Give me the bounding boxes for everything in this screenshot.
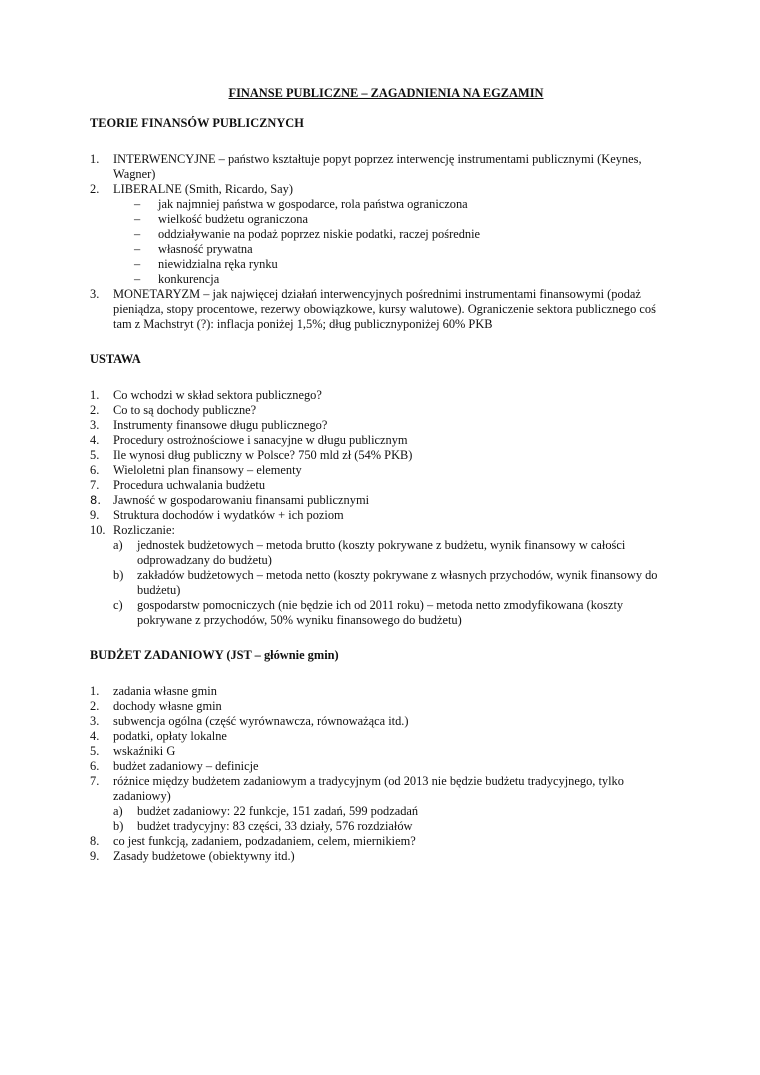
theories-list: [90, 152, 670, 332]
item-number: 1.: [90, 388, 100, 402]
item-text: zakładów budżetowych – metoda netto (koszty pokrywane z własnych przychodów, wynik finansowy do budżetu): [137, 568, 658, 597]
list-item: [90, 493, 670, 508]
list-item: [90, 388, 670, 403]
dash-bullet: –: [134, 212, 141, 226]
item-number: 8.: [90, 493, 101, 507]
item-number: 9.: [90, 849, 100, 863]
act-list: [90, 388, 670, 628]
item-letter: a): [113, 804, 123, 818]
sub-list-item: [90, 538, 670, 568]
item-text: Ile wynosi dług publiczny w Polsce? 750 mld zł (54% PKB): [113, 448, 413, 462]
item-text: MONETARYZM – jak najwięcej działań interwencyjnych pośrednimi instrumentami finansowymi (podaż pieniądza, stopy procentowe, rezerwy obowiązkowe, kursy walutowe). Ograniczenie sektora publicznego coś tam z Machstryt (?): inflacja poniżej 1,5%; dług publicznyponiżej 60% PKB: [113, 287, 656, 331]
item-text: jednostek budżetowych – metoda brutto (koszty pokrywane z budżetu, wynik finansowy w całości odprowadzany do budżetu): [137, 538, 626, 567]
list-item: [90, 744, 670, 759]
item-number: 1.: [90, 684, 100, 698]
section-heading-task-budget: BUDŻET ZADANIOWY (JST – głównie gmin): [90, 648, 339, 662]
sub-list-item: [90, 804, 670, 819]
item-letter: a): [113, 538, 123, 552]
item-text: budżet zadaniowy – definicje: [113, 759, 259, 773]
item-text: gospodarstw pomocniczych (nie będzie ich od 2011 roku) – metoda netto zmodyfikowana (koszty pokrywane z przychodów, 50% wyniku finansowego do budżetu): [137, 598, 624, 627]
list-item: [90, 759, 670, 774]
sub-list-item: [90, 197, 670, 212]
item-text: budżet zadaniowy: 22 funkcje, 151 zadań, 599 podzadań: [137, 804, 419, 818]
item-text: jak najmniej państwa w gospodarce, rola państwa ograniczona: [158, 197, 468, 211]
item-number: 2.: [90, 403, 100, 417]
item-number: 6.: [90, 463, 100, 477]
list-item: [90, 287, 670, 332]
item-text: niewidzialna ręka rynku: [158, 257, 278, 271]
item-number: 4.: [90, 729, 100, 743]
item-text: co jest funkcją, zadaniem, podzadaniem, celem, miernikiem?: [113, 834, 416, 848]
item-text: INTERWENCYJNE – państwo kształtuje popyt poprzez interwencję instrumentami publicznymi (Keynes, Wagner): [113, 152, 642, 181]
item-text: LIBERALNE (Smith, Ricardo, Say): [113, 182, 293, 196]
list-item: [90, 433, 670, 448]
list-item: [90, 699, 670, 714]
sub-list-item: [90, 242, 670, 257]
item-number: 3.: [90, 418, 100, 432]
list-item: [90, 418, 670, 433]
item-text: dochody własne gmin: [113, 699, 222, 713]
item-text: budżet tradycyjny: 83 części, 33 działy, 576 rozdziałów: [137, 819, 413, 833]
item-number: 9.: [90, 508, 100, 522]
item-text: wielkość budżetu ograniczona: [158, 212, 309, 226]
page-title: FINANSE PUBLICZNE – ZAGADNIENIA NA EGZAMIN: [228, 86, 544, 100]
sub-list-item: [90, 598, 670, 628]
item-text: własność prywatna: [158, 242, 253, 256]
item-text: Instrumenty finansowe długu publicznego?: [113, 418, 328, 432]
sub-list-item: [90, 272, 670, 287]
item-text: Rozliczanie:: [113, 523, 175, 537]
item-number: 3.: [90, 714, 100, 728]
sub-list-item: [90, 212, 670, 227]
item-text: konkurencja: [158, 272, 220, 286]
item-number: 5.: [90, 448, 100, 462]
sub-list-item: [90, 819, 670, 834]
item-text: Jawność w gospodarowaniu finansami publicznymi: [113, 493, 370, 507]
item-number: 1.: [90, 152, 100, 166]
sub-list-item: [90, 568, 670, 598]
item-number: 7.: [90, 478, 100, 492]
item-number: 2.: [90, 699, 100, 713]
sub-list-item: [90, 257, 670, 272]
dash-bullet: –: [134, 272, 141, 286]
item-text: Struktura dochodów i wydatków + ich poziom: [113, 508, 344, 522]
list-item: [90, 403, 670, 418]
sub-list-item: [90, 227, 670, 242]
item-text: Wieloletni plan finansowy – elementy: [113, 463, 302, 477]
list-item: [90, 774, 670, 804]
list-item: [90, 182, 670, 197]
item-text: różnice między budżetem zadaniowym a tradycyjnym (od 2013 nie będzie budżetu tradycyjnego, tylko zadaniowy): [113, 774, 624, 803]
item-letter: c): [113, 598, 123, 612]
list-item: [90, 463, 670, 478]
list-item: [90, 478, 670, 493]
item-number: 4.: [90, 433, 100, 447]
item-text: zadania własne gmin: [113, 684, 217, 698]
item-text: oddziaływanie na podaż poprzez niskie podatki, raczej pośrednie: [158, 227, 481, 241]
item-text: podatki, opłaty lokalne: [113, 729, 227, 743]
item-number: 8.: [90, 834, 100, 848]
item-text: Co to są dochody publiczne?: [113, 403, 257, 417]
item-text: Co wchodzi w skład sektora publicznego?: [113, 388, 322, 402]
item-text: subwencja ogólna (część wyrównawcza, równoważąca itd.): [113, 714, 409, 728]
list-item: [90, 729, 670, 744]
list-item: [90, 684, 670, 699]
list-item: [90, 834, 670, 849]
item-number: 5.: [90, 744, 100, 758]
list-item: [90, 714, 670, 729]
item-number: 3.: [90, 287, 100, 301]
list-item: [90, 523, 670, 538]
item-number: 6.: [90, 759, 100, 773]
item-text: wskaźniki G: [113, 744, 176, 758]
list-item: [90, 849, 670, 864]
list-item: [90, 152, 670, 182]
dash-bullet: –: [134, 242, 141, 256]
dash-bullet: –: [134, 227, 141, 241]
item-number: 10.: [90, 523, 106, 537]
section-heading-act: USTAWA: [90, 352, 141, 366]
list-item: [90, 508, 670, 523]
item-letter: b): [113, 819, 124, 833]
item-number: 7.: [90, 774, 100, 788]
item-text: Procedura uchwalania budżetu: [113, 478, 266, 492]
item-text: Procedury ostrożnościowe i sanacyjne w długu publicznym: [113, 433, 408, 447]
item-letter: b): [113, 568, 124, 582]
section-heading-theories: TEORIE FINANSÓW PUBLICZNYCH: [90, 116, 304, 130]
dash-bullet: –: [134, 257, 141, 271]
item-text: Zasady budżetowe (obiektywny itd.): [113, 849, 295, 863]
item-number: 2.: [90, 182, 100, 196]
list-item: [90, 448, 670, 463]
dash-bullet: –: [134, 197, 141, 211]
document-page: [90, 86, 670, 864]
task-budget-list: [90, 684, 670, 864]
